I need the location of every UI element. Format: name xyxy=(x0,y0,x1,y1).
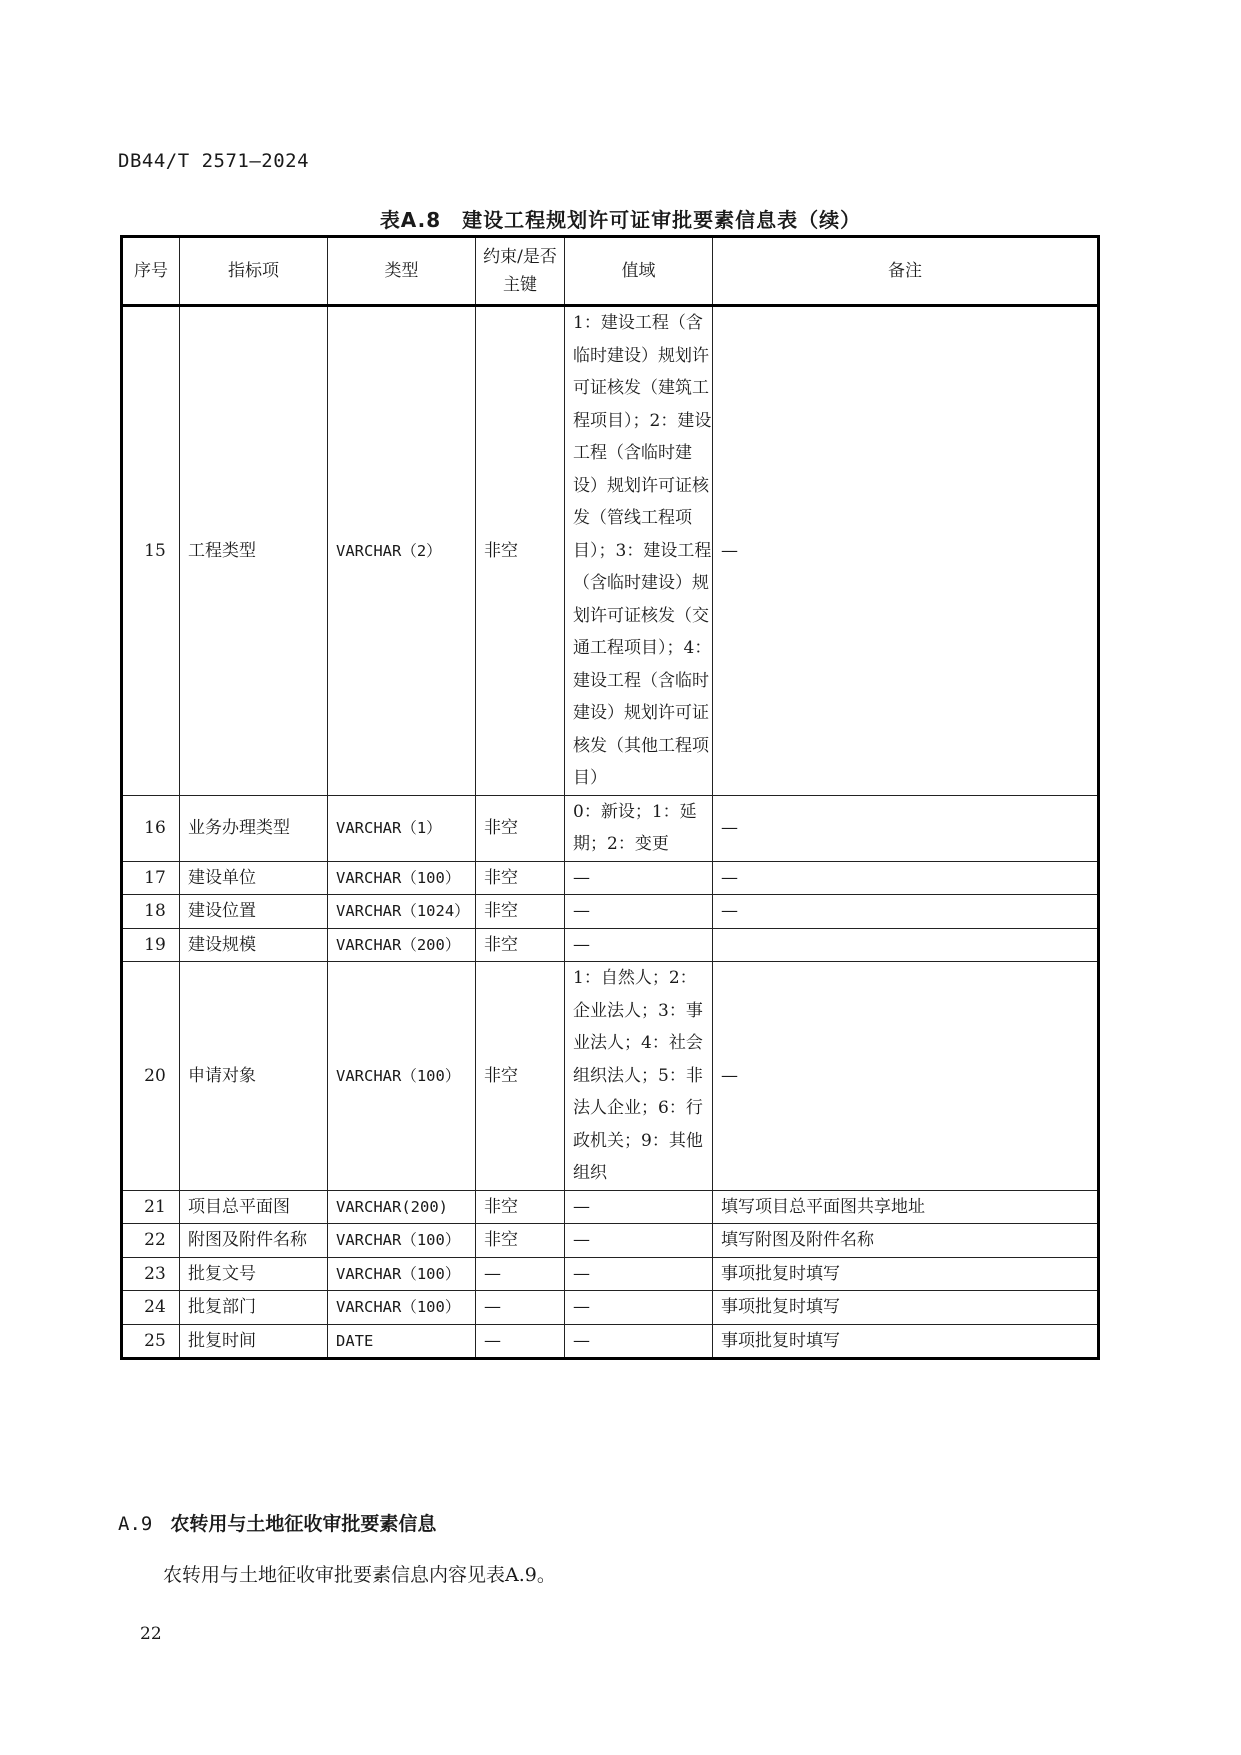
table-row xyxy=(122,1257,1099,1291)
table-row xyxy=(122,861,1099,895)
cell-value-domain: — xyxy=(565,1190,713,1224)
table-row xyxy=(122,1291,1099,1325)
cell-indicator: 申请对象 xyxy=(180,962,328,1191)
cell-note xyxy=(713,928,1099,962)
cell-constraint: 非空 xyxy=(476,1224,565,1258)
cell-value-domain: 1：自然人；2：企业法人；3：事业法人；4：社会组织法人；5：非法人企业；6：行政机关；9：其他组织 xyxy=(565,962,713,1191)
cell-constraint: 非空 xyxy=(476,928,565,962)
column-header-indicator: 指标项 xyxy=(180,237,328,306)
cell-seq: 19 xyxy=(122,928,180,962)
section-body-text: 农转用与土地征收审批要素信息内容见表A.9。 xyxy=(163,1564,556,1586)
cell-constraint: — xyxy=(476,1291,565,1325)
cell-type: VARCHAR（100） xyxy=(328,1257,476,1291)
cell-type: VARCHAR(200) xyxy=(328,1190,476,1224)
table-title: 表A.8 建设工程规划许可证审批要素信息表（续） xyxy=(379,208,862,232)
table-row xyxy=(122,1190,1099,1224)
cell-type: VARCHAR（200） xyxy=(328,928,476,962)
table-header-row xyxy=(122,237,1099,306)
cell-note: 填写附图及附件名称 xyxy=(713,1224,1099,1258)
cell-indicator: 项目总平面图 xyxy=(180,1190,328,1224)
column-header-value-domain: 值域 xyxy=(565,237,713,306)
cell-value-domain: — xyxy=(565,1291,713,1325)
cell-note: 事项批复时填写 xyxy=(713,1324,1099,1359)
cell-seq: 18 xyxy=(122,895,180,929)
table-row xyxy=(122,306,1099,796)
cell-note: — xyxy=(713,861,1099,895)
cell-indicator: 业务办理类型 xyxy=(180,795,328,861)
cell-note: — xyxy=(713,895,1099,929)
approval-elements-table xyxy=(120,235,1100,1360)
cell-note: 事项批复时填写 xyxy=(713,1257,1099,1291)
cell-indicator: 批复文号 xyxy=(180,1257,328,1291)
cell-constraint: — xyxy=(476,1324,565,1359)
cell-constraint: 非空 xyxy=(476,795,565,861)
cell-type: VARCHAR（1024） xyxy=(328,895,476,929)
cell-value-domain: — xyxy=(565,861,713,895)
cell-type: VARCHAR（100） xyxy=(328,962,476,1191)
cell-constraint: — xyxy=(476,1257,565,1291)
column-header-type: 类型 xyxy=(328,237,476,306)
table-row xyxy=(122,1224,1099,1258)
cell-seq: 15 xyxy=(122,306,180,796)
table-row xyxy=(122,1324,1099,1359)
cell-seq: 17 xyxy=(122,861,180,895)
cell-indicator: 建设位置 xyxy=(180,895,328,929)
cell-seq: 20 xyxy=(122,962,180,1191)
cell-value-domain: — xyxy=(565,1324,713,1359)
table-row xyxy=(122,962,1099,1191)
cell-type: DATE xyxy=(328,1324,476,1359)
cell-value-domain: 1：建设工程（含临时建设）规划许可证核发（建筑工程项目）；2：建设工程（含临时建设）规划许可证核发（管线工程项目）；3：建设工程（含临时建设）规划许可证核发（交通工程项目）；4：建设工程（含临时建设）规划许可证核发（其他工程项目） xyxy=(565,306,713,796)
cell-type: VARCHAR（100） xyxy=(328,861,476,895)
column-header-seq: 序号 xyxy=(122,237,180,306)
table-row xyxy=(122,795,1099,861)
cell-seq: 25 xyxy=(122,1324,180,1359)
page-number: 22 xyxy=(140,1624,162,1644)
cell-indicator: 建设规模 xyxy=(180,928,328,962)
cell-constraint: 非空 xyxy=(476,861,565,895)
cell-value-domain: — xyxy=(565,895,713,929)
section-heading xyxy=(118,1509,436,1536)
column-header-constraint: 约束/是否主键 xyxy=(476,237,565,306)
cell-seq: 21 xyxy=(122,1190,180,1224)
cell-note: 填写项目总平面图共享地址 xyxy=(713,1190,1099,1224)
cell-indicator: 建设单位 xyxy=(180,861,328,895)
cell-indicator: 批复时间 xyxy=(180,1324,328,1359)
cell-indicator: 附图及附件名称 xyxy=(180,1224,328,1258)
column-header-note: 备注 xyxy=(713,237,1099,306)
cell-seq: 23 xyxy=(122,1257,180,1291)
cell-value-domain: 0：新设；1：延期；2：变更 xyxy=(565,795,713,861)
cell-value-domain: — xyxy=(565,928,713,962)
cell-note: 事项批复时填写 xyxy=(713,1291,1099,1325)
section-number: A.9 xyxy=(118,1513,153,1535)
cell-type: VARCHAR（2） xyxy=(328,306,476,796)
cell-constraint: 非空 xyxy=(476,1190,565,1224)
cell-value-domain: — xyxy=(565,1257,713,1291)
document-code: DB44/T 2571—2024 xyxy=(118,150,310,172)
cell-note: — xyxy=(713,795,1099,861)
table-row xyxy=(122,928,1099,962)
cell-type: VARCHAR（1） xyxy=(328,795,476,861)
section-title: 农转用与土地征收审批要素信息 xyxy=(170,1513,437,1535)
cell-constraint: 非空 xyxy=(476,962,565,1191)
cell-indicator: 批复部门 xyxy=(180,1291,328,1325)
cell-constraint: 非空 xyxy=(476,895,565,929)
cell-indicator: 工程类型 xyxy=(180,306,328,796)
cell-type: VARCHAR（100） xyxy=(328,1224,476,1258)
cell-seq: 16 xyxy=(122,795,180,861)
cell-constraint: 非空 xyxy=(476,306,565,796)
cell-seq: 24 xyxy=(122,1291,180,1325)
table-row xyxy=(122,895,1099,929)
cell-type: VARCHAR（100） xyxy=(328,1291,476,1325)
cell-note: — xyxy=(713,962,1099,1191)
cell-seq: 22 xyxy=(122,1224,180,1258)
cell-note: — xyxy=(713,306,1099,796)
cell-value-domain: — xyxy=(565,1224,713,1258)
